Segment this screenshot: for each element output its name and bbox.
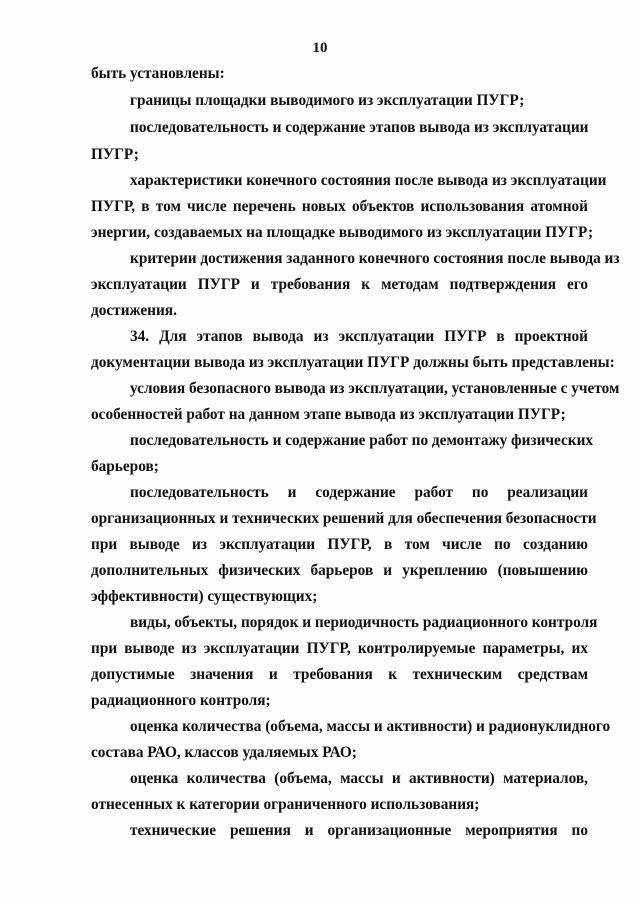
page-number: 10 — [312, 40, 328, 56]
text-line: 34. Для этапов вывода из эксплуатации ПУГР в проектной — [130, 328, 588, 345]
text-line: состава РАО, классов удаляемых РАО; — [91, 744, 357, 761]
text-line: организационных и технических решений для обеспечения безопасности — [91, 510, 597, 527]
text-line: границы площадки выводимого из эксплуатации ПУГР; — [130, 92, 525, 109]
text-line: технические решения и организационные мероприятия по — [130, 822, 588, 839]
text-line: условия безопасного вывода из эксплуатации, установленные с учетом — [130, 380, 620, 397]
text-line: виды, объекты, порядок и периодичность радиационного контроля — [130, 614, 598, 631]
text-line: характеристики конечного состояния после вывода из эксплуатации — [130, 172, 607, 189]
text-line: ПУГР, в том числе перечень новых объектов использования атомной — [91, 198, 588, 215]
text-line: барьеров; — [91, 458, 159, 475]
text-line: оценка количества (объема, массы и активности) и радионуклидного — [130, 718, 611, 735]
text-line: дополнительных физических барьеров и укреплению (повышению — [91, 562, 588, 579]
text-line: быть установлены: — [91, 65, 225, 82]
text-line: последовательность и содержание работ по реализации — [130, 484, 588, 501]
text-line: ПУГР; — [91, 146, 139, 163]
text-line: отнесенных к категории ограниченного использования; — [91, 796, 480, 813]
text-line: эксплуатации ПУГР и требования к методам подтверждения его — [91, 276, 588, 293]
text-line: последовательность и содержание работ по демонтажу физических — [130, 432, 594, 449]
text-line: последовательность и содержание этапов вывода из эксплуатации — [130, 119, 589, 136]
text-line: эффективности) существующих; — [91, 588, 318, 605]
text-line: достижения. — [91, 302, 177, 319]
text-line: документации вывода из эксплуатации ПУГР должны быть представлены: — [91, 354, 615, 371]
text-line: при выводе из эксплуатации ПУГР, в том числе по созданию — [91, 536, 588, 553]
text-line: при выводе из эксплуатации ПУГР, контролируемые параметры, их — [91, 640, 588, 657]
text-line: энергии, создаваемых на площадке выводимого из эксплуатации ПУГР; — [91, 224, 594, 241]
text-line: оценка количества (объема, массы и активности) материалов, — [130, 770, 588, 787]
text-line: радиационного контроля; — [91, 692, 271, 709]
text-line: допустимые значения и требования к техническим средствам — [91, 666, 588, 683]
text-line: особенностей работ на данном этапе вывода из эксплуатации ПУГР; — [91, 406, 566, 423]
text-line: критерии достижения заданного конечного состояния после вывода из — [130, 250, 620, 267]
